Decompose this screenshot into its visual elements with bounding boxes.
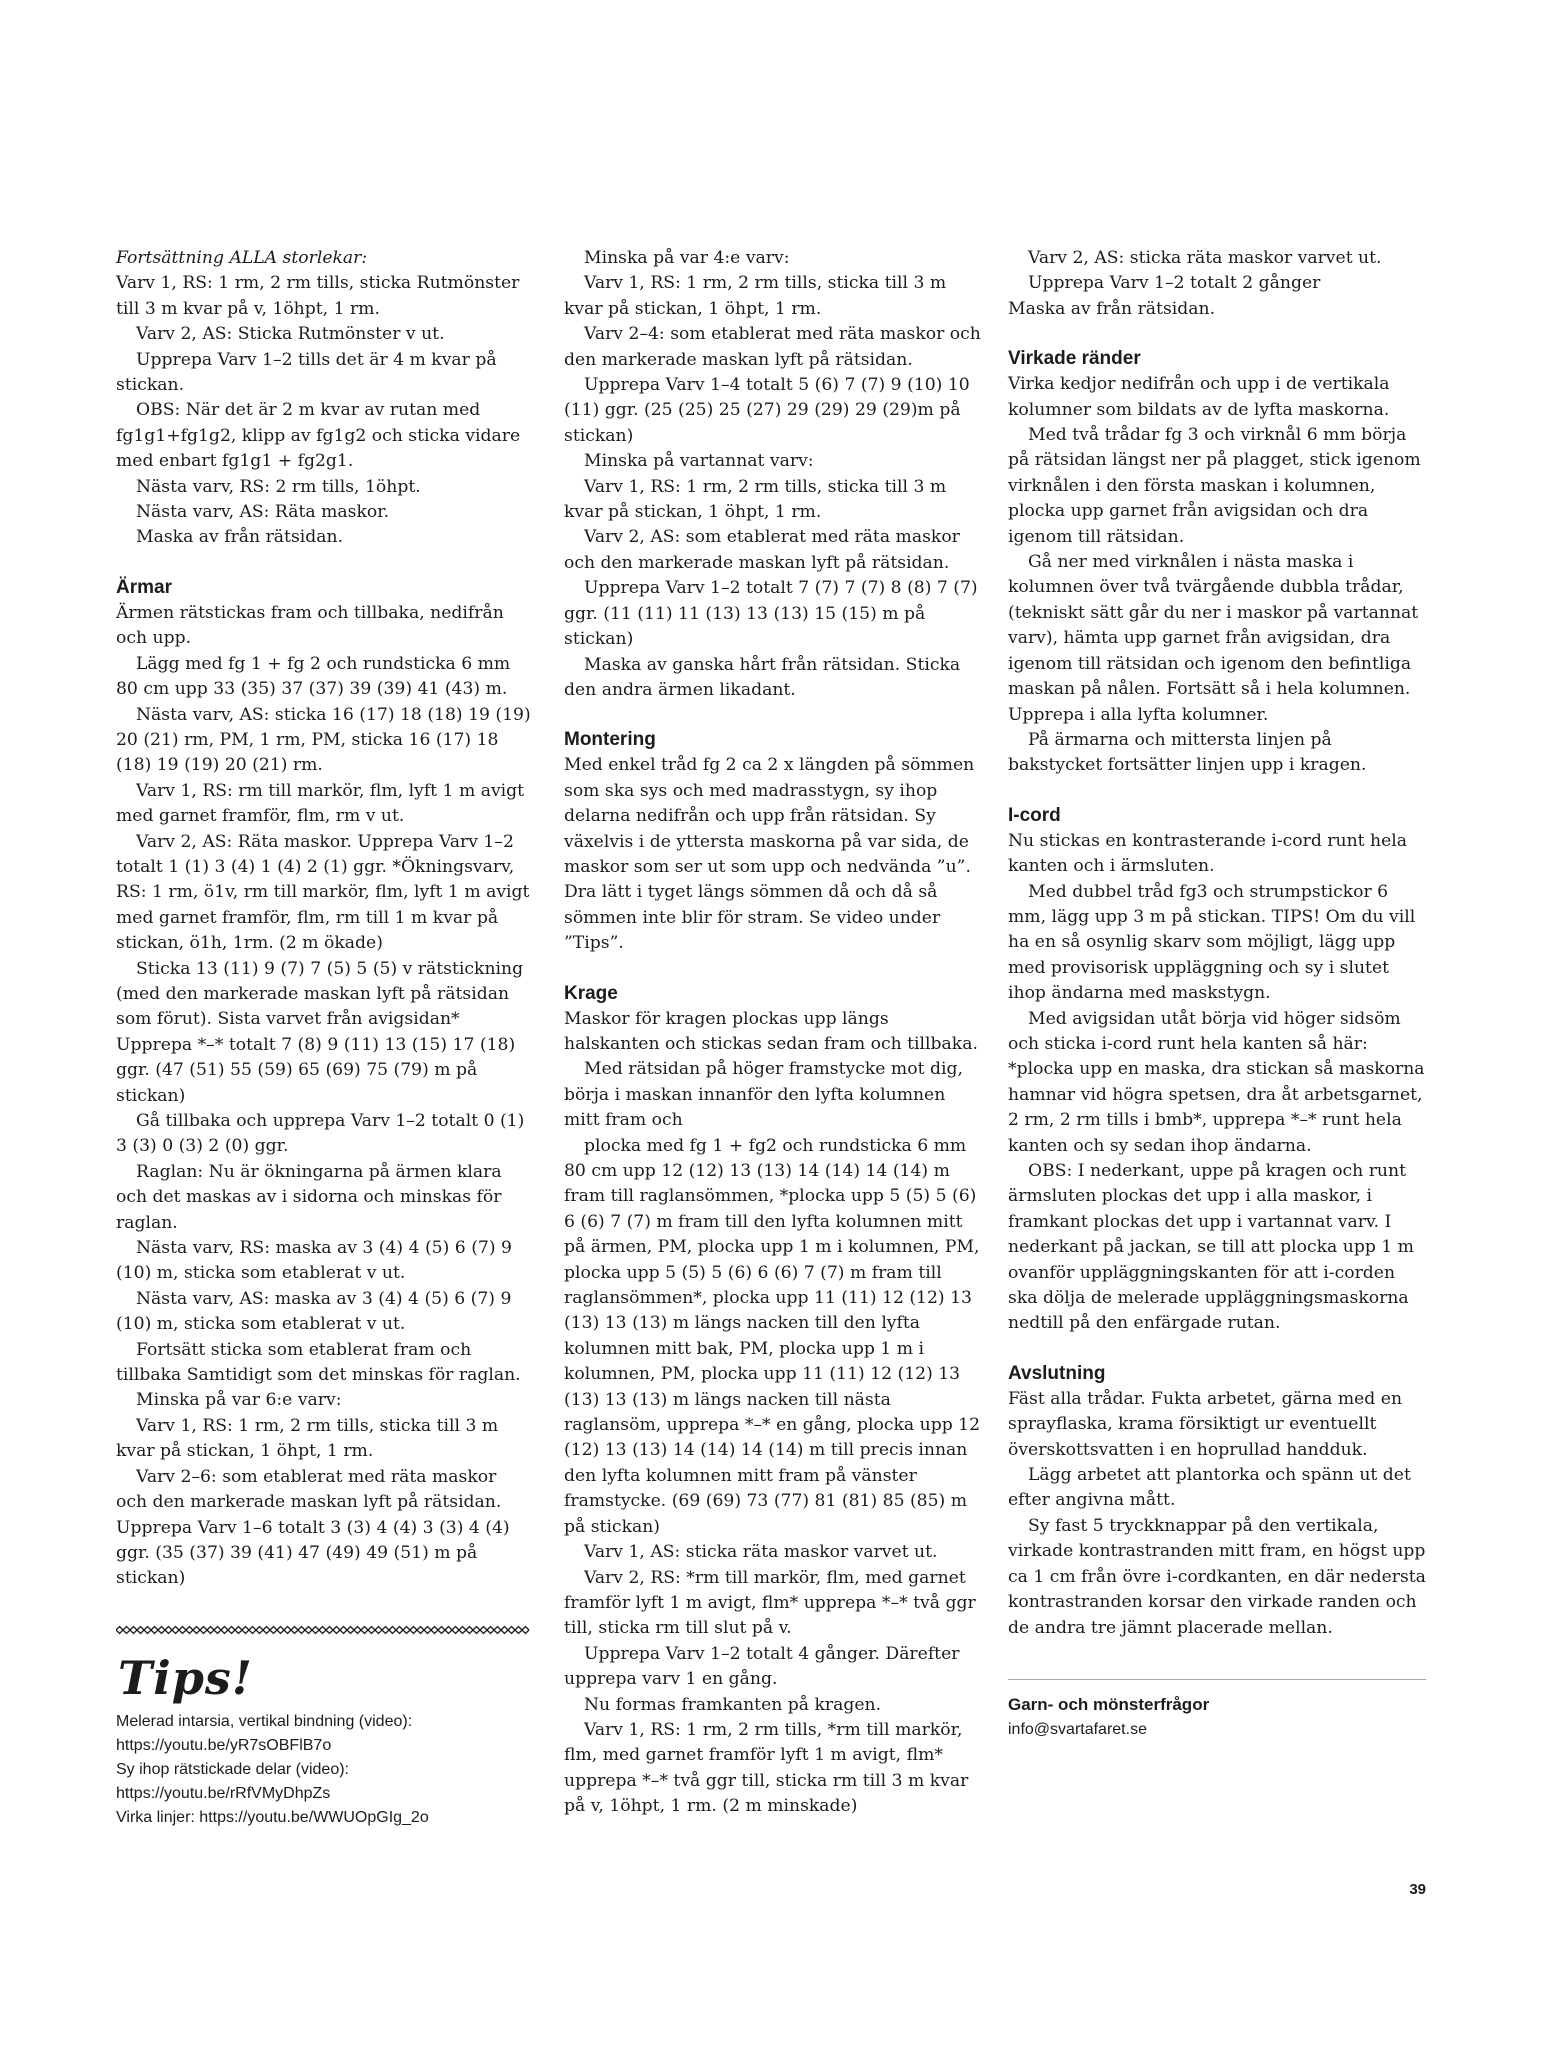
heading-montering: Montering [564,729,656,751]
contact-title: Garn- och mönsterfrågor [1008,1694,1210,1714]
paragraph: Maska av ganska hårt från rätsidan. Sticka den andra ärmen likadant. [564,654,961,700]
tips-link[interactable]: Virka linjer: https://youtu.be/WWUOpGIg_2o [116,1808,429,1826]
zigzag-divider-graphic [116,1623,530,1637]
paragraph: Varv 1, RS: rm till markör, flm, lyft 1 m avigt med garnet framför, flm, rm v ut. [116,780,525,827]
paragraph: Nästa varv, AS: sticka 16 (17) 18 (18) 19 (19) 20 (21) rm, PM, 1 rm, PM, sticka 16 (17) 18 (18) 19 (19) 20 (21) rm. [116,704,531,776]
paragraph: Varv 2–4: som etablerat med räta maskor och den markerade maskan lyft på rätsidan. [564,324,981,370]
column-2 [564,246,982,1820]
paragraph: plocka med fg 1 + fg2 och rundsticka 6 mm 80 cm upp 12 (12) 13 (13) 14 (14) 14 (14) m fram till raglansömmen, *plocka upp 5 (5) 5 (6) 6 (6) 7 (7) m fram till den lyfta kolumnen mitt på ärmen, PM, plocka upp 1 m i kolumnen, PM, plocka upp 5 (5) 5 (6) 6 (6) 7 (7) m fram till raglansömmen*, plocka upp 11 (11) 12 (12) 13 (13) 13 (13) m längs nacken till den lyfta kolumnen mitt bak, PM, plocka upp 1 m i kolumnen, PM, plocka upp 11 (11) 12 (12) 13 (13) 13 (13) m längs nacken till nästa raglansöm, upprepa *–* en gång, plocka upp 12 (12) 13 (13) 14 (14) 14 (14) m till precis innan den lyfta kolumnen mitt fram på vänster framstycke. (69 (69) 73 (77) 81 (81) 85 (85) m på stickan) [564,1135,981,1537]
column-3 [1008,246,1426,1742]
paragraph: Upprepa Varv 1–2 tills det är 4 m kvar på stickan. [116,349,497,396]
paragraph: Raglan: Nu är ökningarna på ärmen klara och det maskas av i sidorna och minskas för raglan. [116,1161,502,1233]
contact-email[interactable]: info@svartafaret.se [1008,1720,1147,1738]
paragraph: Upprepa Varv 1–2 totalt 2 gånger [1028,273,1321,294]
paragraph: Upprepa Varv 1–2 totalt 4 gånger. Därefter upprepa varv 1 en gång. [564,1643,960,1690]
paragraph: Maska av från rätsidan. [136,527,344,548]
paragraph: Varv 2, RS: *rm till markör, flm, med garnet framför lyft 1 m avigt, flm* upprepa *–* två ggr till, sticka rm till slut på v. [564,1567,976,1639]
paragraph: Upprepa Varv 1–2 totalt 7 (7) 7 (7) 8 (8) 7 (7) ggr. (11 (11) 11 (13) 13 (13) 15 (15) m på stickan) [564,578,978,650]
paragraph: Virka kedjor nedifrån och upp i de vertikala kolumner som bildats av de lyfta maskorna. [1008,374,1390,420]
paragraph: Varv 1, RS: 1 rm, 2 rm tills, *rm till markör, flm, med garnet framför lyft 1 m avigt, flm* upprepa *–* två ggr till, sticka rm till 3 m kvar på v, 1öhpt, 1 rm. (2 m minskade) [564,1719,969,1817]
paragraph: Nästa varv, RS: 2 rm tills, 1öhpt. [136,476,421,497]
paragraph: Varv 1, AS: sticka räta maskor varvet ut. [584,1542,938,1563]
tips-title: Tips! [118,1650,253,1705]
paragraph: Minska på var 4:e varv: [584,248,790,268]
paragraph: Med rätsidan på höger framstycke mot dig, börja i maskan innanför den lyfta kolumnen mitt fram och [564,1059,963,1131]
tips-list [116,1710,532,1830]
paragraph: Varv 2, AS: som etablerat med räta maskor och den markerade maskan lyft på rätsidan. [564,527,960,573]
paragraph: Lägg med fg 1 + fg 2 och rundsticka 6 mm 80 cm upp 33 (35) 37 (37) 39 (39) 41 (43) m. [116,653,511,700]
paragraph: Maska av från rätsidan. [1008,298,1216,319]
page-number: 39 [1409,1881,1426,1898]
paragraph: Med avigsidan utåt börja vid höger sidsöm och sticka i-cord runt hela kanten så här: *plocka upp en maska, dra stickan så maskorna hamnar vid högra spetsen, dra åt arbetsgarnet, 2 rm, 2 rm tills i bmb*, upprepa *–* runt hela kanten och sy sedan ihop ändarna. [1008,1008,1425,1156]
paragraph: Sticka 13 (11) 9 (7) 7 (5) 5 (5) v rätstickning (med den markerade maskan lyft på rätsidan som förut). Sista varvet från avigsidan* Upprepa *–* totalt 7 (8) 9 (11) 13 (15) 17 (18) ggr. (47 (51) 55 (59) 65 (69) 75 (79) m på stickan) [116,958,524,1106]
paragraph: Varv 1, RS: 1 rm, 2 rm tills, sticka Rutmönster till 3 m kvar på v, 1öhpt, 1 rm. [116,273,520,319]
tips-link[interactable]: https://youtu.be/rRfVMyDhpZs [116,1784,331,1802]
heading-avslutning: Avslutning [1008,1362,1106,1384]
paragraph: Nu stickas en kontrasterande i-cord runt hela kanten och i ärmsluten. [1008,830,1408,877]
paragraph: Gå tillbaka och upprepa Varv 1–2 totalt 0 (1) 3 (3) 0 (3) 2 (0) ggr. [116,1111,525,1157]
paragraph: Nästa varv, AS: Räta maskor. [136,502,390,523]
paragraph: Lägg arbetet att plantorka och spänn ut det efter angivna mått. [1008,1465,1411,1511]
paragraph: Varv 2, AS: sticka räta maskor varvet ut. [1028,248,1382,268]
intro-line: Fortsättning ALLA storlekar: [116,248,368,268]
heading-i-cord: I-cord [1008,804,1061,826]
paragraph: OBS: När det är 2 m kvar av rutan med fg1g1+fg1g2, klipp av fg1g2 och sticka vidare med enbart fg1g1 + fg2g1. [116,400,521,472]
heading-armar: Ärmar [116,576,172,598]
divider-line [1008,1679,1426,1680]
column-1 [116,246,532,1830]
heading-krage: Krage [564,982,618,1004]
paragraph: Varv 2, AS: Räta maskor. Upprepa Varv 1–2 totalt 1 (1) 3 (4) 1 (4) 2 (1) ggr. *Ökningsvarv, RS: 1 rm, ö1v, rm till markör, flm, lyft 1 m avigt med garnet framför, flm, rm till 1 m kvar på stickan, ö1h, 1rm. (2 m ökade) [116,831,530,954]
paragraph: Sy fast 5 tryckknappar på den vertikala, virkade kontrastranden mitt fram, en högst upp ca 1 cm från övre i-cordkanten, en där nedersta kontrastranden korsar den virkade randen och de andra tre jämnt placerade mellan. [1008,1515,1426,1638]
paragraph: Upprepa Varv 1–4 totalt 5 (6) 7 (7) 9 (10) 10 (11) ggr. (25 (25) 25 (27) 29 (29) 29 (29)m på stickan) [564,375,970,446]
paragraph: Varv 2–6: som etablerat med räta maskor och den markerade maskan lyft på rätsidan. Upprepa Varv 1–6 totalt 3 (3) 4 (4) 3 (3) 4 (4) ggr. (35 (37) 39 (41) 47 (49) 49 (51) m på stickan) [116,1466,510,1589]
paragraph: Ärmen rätstickas fram och tillbaka, nedifrån och upp. [116,602,504,649]
paragraph: Fäst alla trådar. Fukta arbetet, gärna med en sprayflaska, krama försiktigt ur eventuellt överskottsvatten i en hoprullad handduk. [1008,1388,1403,1460]
paragraph: Gå ner med virknålen i nästa maska i kolumnen över två tvärgående dubbla trådar, (tekniskt sätt går du ner i maskor på vartannat varv), hämta upp garnet från avigsidan, dra igenom till rätsidan och igenom den befintliga maskan på nålen. Fortsätt så i hela kolumnen. Upprepa i alla lyfta kolumner. [1008,552,1419,725]
paragraph: OBS: I nederkant, uppe på kragen och runt ärmsluten plockas det upp i alla maskor, i framkant plockas det upp i vartannat varv. I nederkant på jackan, se till att plocka upp 1 m ovanför uppläggningskanten för att i-corden ska dölja de melerade uppläggningsmaskorna nedtill på den enfärgade rutan. [1008,1161,1414,1334]
heading-virkade-rander: Virkade ränder [1008,348,1141,370]
paragraph: Varv 1, RS: 1 rm, 2 rm tills, sticka till 3 m kvar på stickan, 1 öhpt, 1 rm. [564,273,947,319]
paragraph: Nästa varv, AS: maska av 3 (4) 4 (5) 6 (7) 9 (10) m, sticka som etablerat v ut. [116,1288,512,1335]
paragraph: Fortsätt sticka som etablerat fram och tillbaka Samtidigt som det minskas för raglan. [116,1339,521,1386]
paragraph: Minska på var 6:e varv: [136,1390,342,1411]
tips-line: Sy ihop rätstickade delar (video): [116,1760,349,1778]
tips-line: Melerad intarsia, vertikal bindning (video): [116,1712,413,1730]
paragraph: Maskor för kragen plockas upp längs halskanten och stickas sedan fram och tillbaka. [564,1008,978,1054]
zigzag-divider [116,1620,532,1634]
paragraph: Med dubbel tråd fg3 och strumpstickor 6 mm, lägg upp 3 m på stickan. TIPS! Om du vill ha en så osynlig skarv som möjligt, lägg upp med provisorisk uppläggning och sy i slutet ihop ändarna med maskstygn. [1008,881,1416,1004]
paragraph: Varv 1, RS: 1 rm, 2 rm tills, sticka till 3 m kvar på stickan, 1 öhpt, 1 rm. [564,476,947,523]
paragraph: Varv 2, AS: Sticka Rutmönster v ut. [136,324,445,345]
paragraph: Minska på vartannat varv: [584,451,814,472]
paragraph: Nu formas framkanten på kragen. [584,1694,882,1715]
paragraph: Nästa varv, RS: maska av 3 (4) 4 (5) 6 (7) 9 (10) m, sticka som etablerat v ut. [116,1238,512,1284]
paragraph: Med två trådar fg 3 och virknål 6 mm börja på rätsidan längst ner på plagget, stick igenom virknålen i den första maskan i kolumnen, plocka upp garnet från avigsidan och dra igenom till rätsidan. [1008,425,1421,547]
paragraph: Varv 1, RS: 1 rm, 2 rm tills, sticka till 3 m kvar på stickan, 1 öhpt, 1 rm. [116,1415,499,1462]
paragraph: På ärmarna och mittersta linjen på bakstycket fortsätter linjen upp i kragen. [1008,729,1367,776]
tips-link[interactable]: https://youtu.be/yR7sOBFlB7o [116,1736,332,1754]
paragraph: Med enkel tråd fg 2 ca 2 x längden på sömmen som ska sys och med madrasstygn, sy ihop delarna nedifrån och upp från rätsidan. Sy växelvis i de yttersta maskorna på var sida, de maskor som ser ut som upp och nedvända ”u”. Dra lätt i tyget längs sömmen då och då så sömmen inte blir för stram. Se video under ”Tips”. [564,755,975,954]
